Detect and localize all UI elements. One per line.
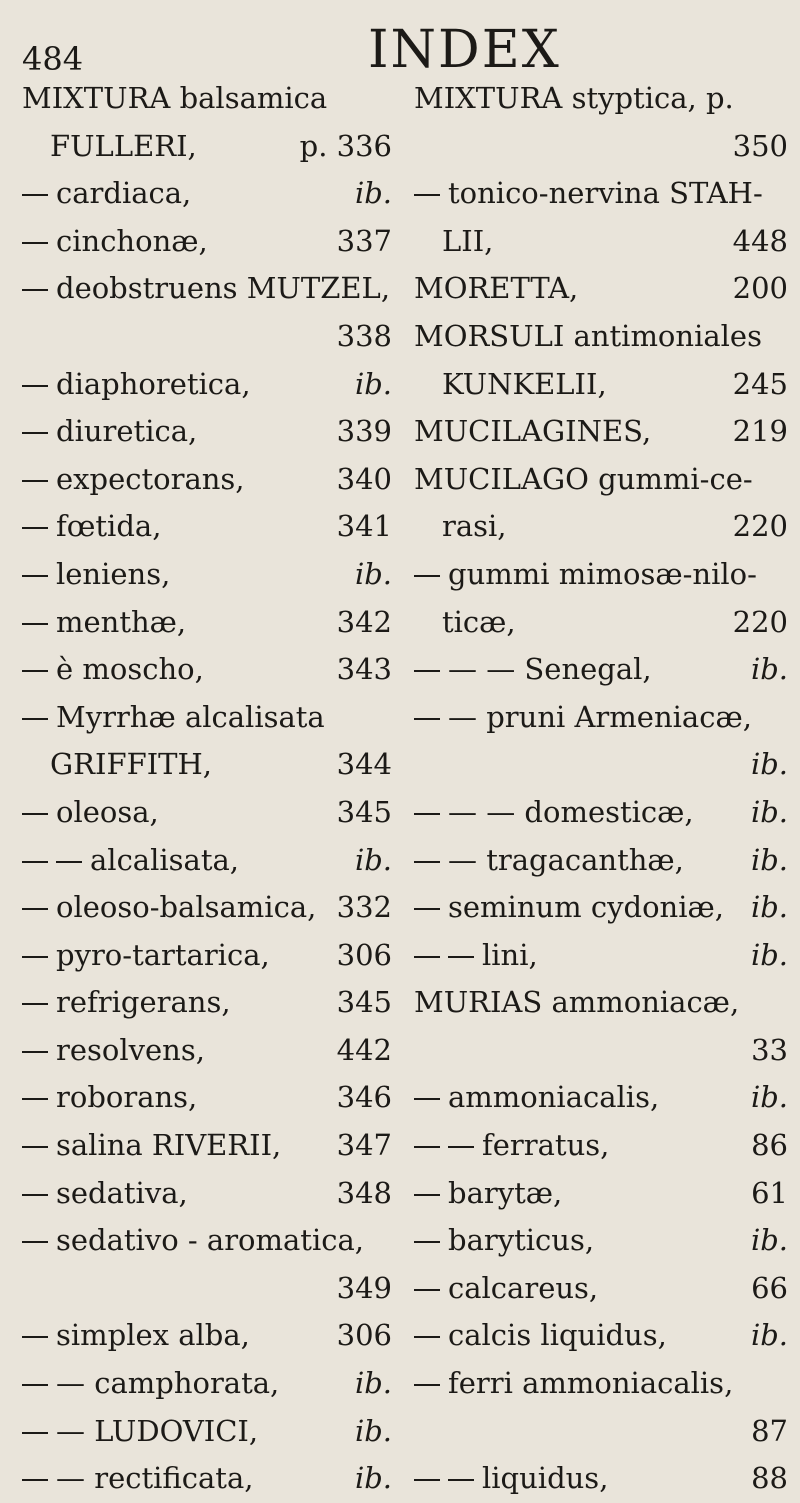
index-entry [22, 1408, 400, 1456]
entry-text: MORSULI antimoniales [414, 318, 762, 353]
index-entry [22, 1027, 400, 1075]
entry-term [22, 218, 208, 266]
index-entry [22, 741, 400, 789]
entry-page: p. 336 [299, 128, 392, 163]
entry-text: expectorans, [56, 461, 245, 496]
index-entry [22, 170, 400, 218]
entry-text: Myrrhæ alcalisata [56, 699, 325, 734]
index-entry [414, 694, 796, 742]
entry-term [22, 646, 204, 694]
entry-dash [22, 194, 48, 196]
entry-page: 66 [751, 1270, 788, 1305]
entry-page: ib. [750, 1318, 788, 1353]
index-entry [22, 694, 400, 742]
index-entry [22, 1265, 400, 1313]
entry-page: ib. [354, 1461, 392, 1496]
index-entry [414, 75, 796, 123]
entry-term [414, 1217, 594, 1265]
entry-term [22, 1408, 258, 1456]
entry-page: 219 [732, 414, 788, 449]
entry-text: calcareus, [448, 1270, 599, 1305]
page-number: 484 [22, 40, 84, 78]
entry-text: alcalisata, [90, 842, 239, 877]
entry-dash [22, 1194, 48, 1196]
entry-dash [414, 1241, 440, 1243]
index-entry [22, 884, 400, 932]
entry-term [414, 265, 578, 313]
entry-term [414, 837, 684, 885]
index-entry [22, 551, 400, 599]
entry-dash [414, 194, 440, 196]
entry-term [414, 313, 762, 361]
index-entry [414, 1170, 796, 1218]
entry-term [442, 361, 607, 409]
entry-term [22, 884, 316, 932]
entry-text: è moscho, [56, 652, 204, 687]
entry-text: oleosa, [56, 794, 159, 829]
entry-term [22, 1455, 253, 1503]
index-entry [22, 1170, 400, 1218]
entry-term [22, 694, 325, 742]
entry-term [414, 75, 734, 123]
entry-text: MIXTURA styptica, p. [414, 81, 734, 115]
entry-dash [414, 861, 440, 863]
index-entry [22, 123, 400, 171]
entry-dash [22, 527, 48, 529]
entry-text: ferri ammoniacalis, [448, 1366, 734, 1401]
entry-term [22, 1027, 205, 1075]
entry-page: 349 [336, 1270, 392, 1305]
entry-term [22, 75, 327, 123]
entry-term [22, 837, 239, 885]
index-entry [414, 979, 796, 1027]
entry-page: 345 [336, 794, 392, 829]
entry-text: refrigerans, [56, 985, 231, 1020]
entry-dash [22, 242, 48, 244]
entry-page: 448 [732, 223, 788, 258]
entry-term [22, 979, 231, 1027]
entry-text: oleoso-balsamica, [56, 890, 317, 925]
index-entry [414, 265, 796, 313]
entry-dash [414, 908, 440, 910]
entry-term [414, 456, 753, 504]
entry-term [414, 1265, 598, 1313]
entry-text: menthæ, [56, 604, 187, 639]
entry-dash [22, 1146, 48, 1148]
left-column [22, 75, 400, 1503]
entry-text: lini, [482, 937, 538, 972]
index-entry [414, 1455, 796, 1503]
page-header: INDEX [368, 20, 561, 80]
entry-page: 220 [732, 604, 788, 639]
entry-term [22, 1217, 364, 1265]
entry-dash [22, 1051, 48, 1053]
entry-page: ib. [750, 652, 788, 687]
entry-text: — pruni Armeniacæ, [448, 699, 752, 734]
entry-dash [22, 385, 48, 387]
entry-dash [414, 1146, 440, 1148]
entry-term [442, 599, 516, 647]
entry-text: ferratus, [482, 1128, 610, 1163]
entry-page: 332 [336, 890, 392, 925]
entry-term [22, 551, 170, 599]
index-entry [22, 456, 400, 504]
index-entry [414, 1122, 796, 1170]
index-entry [22, 361, 400, 409]
entry-text: resolvens, [56, 1032, 205, 1067]
entry-dash [22, 432, 48, 434]
entry-dash [414, 1336, 440, 1338]
entry-page: 88 [751, 1461, 788, 1496]
entry-page: ib. [354, 842, 392, 877]
entry-page: 220 [732, 509, 788, 544]
entry-page: 342 [336, 604, 392, 639]
index-entry [22, 265, 400, 313]
entry-text: diuretica, [56, 414, 198, 449]
entry-term [442, 218, 493, 266]
entry-text: — — domesticæ, [448, 794, 694, 829]
index-entry [414, 1408, 796, 1456]
entry-term [22, 361, 251, 409]
entry-page: 345 [336, 985, 392, 1020]
entry-text: — camphorata, [56, 1366, 280, 1401]
index-entry [414, 1265, 796, 1313]
index-entry [414, 408, 796, 456]
entry-dash [22, 718, 48, 720]
entry-text: MIXTURA balsamica [22, 81, 328, 115]
entry-term [22, 1122, 281, 1170]
index-entry [414, 1312, 796, 1360]
entry-text: ammoniacalis, [448, 1080, 660, 1115]
entry-dash [414, 1098, 440, 1100]
entry-dash [414, 813, 440, 815]
entry-text: leniens, [56, 556, 171, 591]
index-entry [414, 599, 796, 647]
entry-page: 61 [751, 1175, 788, 1210]
index-entry [414, 789, 796, 837]
entry-page: 338 [336, 318, 392, 353]
entry-dash [414, 575, 440, 577]
entry-text: calcis liquidus, [448, 1318, 667, 1353]
entry-page: ib. [750, 747, 788, 782]
entry-term [22, 456, 245, 504]
entry-text: diaphoretica, [56, 366, 251, 401]
entry-text: sedativa, [56, 1175, 188, 1210]
entry-text: — rectificata, [56, 1461, 254, 1496]
entry-page: ib. [750, 794, 788, 829]
entry-text: ticæ, [442, 604, 516, 639]
entry-dash [22, 575, 48, 577]
entry-page: 347 [336, 1128, 392, 1163]
entry-page: 86 [751, 1128, 788, 1163]
index-entry [22, 1455, 400, 1503]
entry-term [22, 789, 159, 837]
entry-term [22, 1360, 279, 1408]
index-entry [22, 313, 400, 361]
entry-text: cinchonæ, [56, 223, 208, 258]
index-entry [414, 1217, 796, 1265]
entry-page: ib. [354, 1366, 392, 1401]
index-entry [22, 932, 400, 980]
entry-dash [22, 1479, 48, 1481]
entry-text: tonico-nervina STAH- [448, 176, 763, 211]
entry-page: ib. [750, 890, 788, 925]
entry-page: ib. [750, 1080, 788, 1115]
entry-page: ib. [354, 176, 392, 211]
entry-dash [22, 908, 48, 910]
entry-text: — tragacanthæ, [448, 842, 684, 877]
entry-text: LII, [442, 223, 494, 258]
entry-dash [22, 956, 48, 958]
index-entry [22, 789, 400, 837]
entry-page: ib. [750, 937, 788, 972]
entry-dash [22, 861, 48, 863]
entry-term [414, 1360, 733, 1408]
entry-dash [448, 1479, 474, 1481]
entry-page: 344 [336, 747, 392, 782]
index-entry [22, 1360, 400, 1408]
index-entry [22, 1312, 400, 1360]
entry-text: KUNKELII, [442, 366, 607, 401]
entry-term [22, 1074, 197, 1122]
entry-text: MUCILAGO gummi-ce- [414, 461, 753, 496]
entry-dash [22, 670, 48, 672]
entry-term [414, 932, 538, 980]
entry-term [414, 646, 652, 694]
entry-page: ib. [354, 1413, 392, 1448]
index-entry [414, 837, 796, 885]
entry-page: 200 [732, 271, 788, 306]
entry-dash [22, 1384, 48, 1386]
entry-term [414, 1074, 659, 1122]
entry-page: 87 [751, 1413, 788, 1448]
entry-page: 442 [336, 1032, 392, 1067]
entry-term [22, 932, 270, 980]
entry-text: baryticus, [448, 1223, 595, 1258]
entry-page: 343 [336, 652, 392, 687]
entry-term [414, 170, 763, 218]
entry-text: simplex alba, [56, 1318, 250, 1353]
index-entry [414, 1074, 796, 1122]
index-entry [414, 1360, 796, 1408]
entry-text: deobstruens MUTZEL, [56, 271, 391, 306]
entry-page: 350 [732, 128, 788, 163]
entry-page: 33 [751, 1032, 788, 1067]
entry-term [414, 1455, 608, 1503]
index-entry [414, 884, 796, 932]
index-entry [22, 599, 400, 647]
entry-dash [414, 1289, 440, 1291]
entry-term [22, 503, 161, 551]
index-entry [22, 75, 400, 123]
entry-term [50, 741, 212, 789]
entry-text: — — Senegal, [448, 652, 652, 687]
index-entry [22, 1217, 400, 1265]
entry-term [22, 408, 197, 456]
entry-text: roborans, [56, 1080, 198, 1115]
entry-dash [22, 1432, 48, 1434]
entry-dash [56, 861, 82, 863]
index-entry [22, 503, 400, 551]
index-entry [22, 1074, 400, 1122]
index-entry [22, 218, 400, 266]
index-entry [414, 646, 796, 694]
index-entry [414, 503, 796, 551]
entry-text: gummi mimosæ-nilo- [448, 556, 757, 591]
entry-dash [22, 1098, 48, 1100]
entry-dash [414, 956, 440, 958]
entry-term [414, 884, 724, 932]
entry-dash [414, 1479, 440, 1481]
entry-page: 245 [732, 366, 788, 401]
entry-text: barytæ, [448, 1175, 563, 1210]
entry-text: pyro-tartarica, [56, 937, 270, 972]
entry-page: 339 [336, 414, 392, 449]
entry-dash [448, 956, 474, 958]
index-entry [22, 1122, 400, 1170]
entry-text: rasi, [442, 509, 507, 544]
entry-text: fœtida, [56, 509, 162, 544]
entry-dash [22, 1336, 48, 1338]
index-entry [22, 408, 400, 456]
entry-dash [22, 480, 48, 482]
index-entry [22, 646, 400, 694]
entry-text: MUCILAGINES, [414, 414, 652, 449]
entry-term [414, 408, 651, 456]
entry-dash [448, 1146, 474, 1148]
index-entry [22, 979, 400, 1027]
entry-term [22, 265, 390, 313]
entry-term [442, 503, 507, 551]
entry-term [22, 170, 191, 218]
entry-term [22, 1312, 250, 1360]
entry-page: 341 [336, 509, 392, 544]
entry-term [414, 551, 757, 599]
entry-dash [414, 1384, 440, 1386]
entry-text: GRIFFITH, [50, 747, 213, 782]
entry-page: ib. [750, 1223, 788, 1258]
entry-page: ib. [354, 366, 392, 401]
index-entry [414, 170, 796, 218]
index-entry [414, 123, 796, 171]
entry-page: 337 [336, 223, 392, 258]
index-entry [414, 932, 796, 980]
entry-dash [414, 1194, 440, 1196]
entry-term [414, 1170, 562, 1218]
entry-text: MURIAS ammoniacæ, [414, 985, 740, 1020]
entry-term [414, 789, 694, 837]
index-entry [414, 456, 796, 504]
index-entry [22, 837, 400, 885]
entry-dash [22, 813, 48, 815]
entry-term [50, 123, 197, 171]
entry-page: 340 [336, 461, 392, 496]
entry-text: cardiaca, [56, 176, 192, 211]
index-entry [414, 361, 796, 409]
entry-dash [414, 670, 440, 672]
entry-term [22, 599, 186, 647]
entry-dash [414, 718, 440, 720]
entry-page: ib. [354, 556, 392, 591]
entry-text: seminum cydoniæ, [448, 890, 724, 925]
entry-term [414, 1122, 609, 1170]
right-column [414, 75, 796, 1503]
entry-text: liquidus, [482, 1461, 609, 1496]
index-entry [414, 741, 796, 789]
entry-text: — LUDOVICI, [56, 1413, 259, 1448]
entry-text: MORETTA, [414, 271, 579, 306]
entry-term [22, 1170, 188, 1218]
entry-term [414, 694, 752, 742]
entry-text: FULLERI, [50, 128, 197, 163]
entry-page: 348 [336, 1175, 392, 1210]
index-entry [414, 218, 796, 266]
entry-dash [22, 289, 48, 291]
entry-dash [22, 1003, 48, 1005]
entry-text: salina RIVERII, [56, 1128, 282, 1163]
entry-term [414, 979, 739, 1027]
entry-page: 346 [336, 1080, 392, 1115]
index-entry [414, 1027, 796, 1075]
entry-text: sedativo - aromatica, [56, 1223, 364, 1258]
entry-dash [22, 1241, 48, 1243]
entry-page: 306 [336, 1318, 392, 1353]
index-entry [414, 551, 796, 599]
entry-page: ib. [750, 842, 788, 877]
entry-page: 306 [336, 937, 392, 972]
entry-dash [22, 623, 48, 625]
entry-term [414, 1312, 667, 1360]
index-entry [414, 313, 796, 361]
